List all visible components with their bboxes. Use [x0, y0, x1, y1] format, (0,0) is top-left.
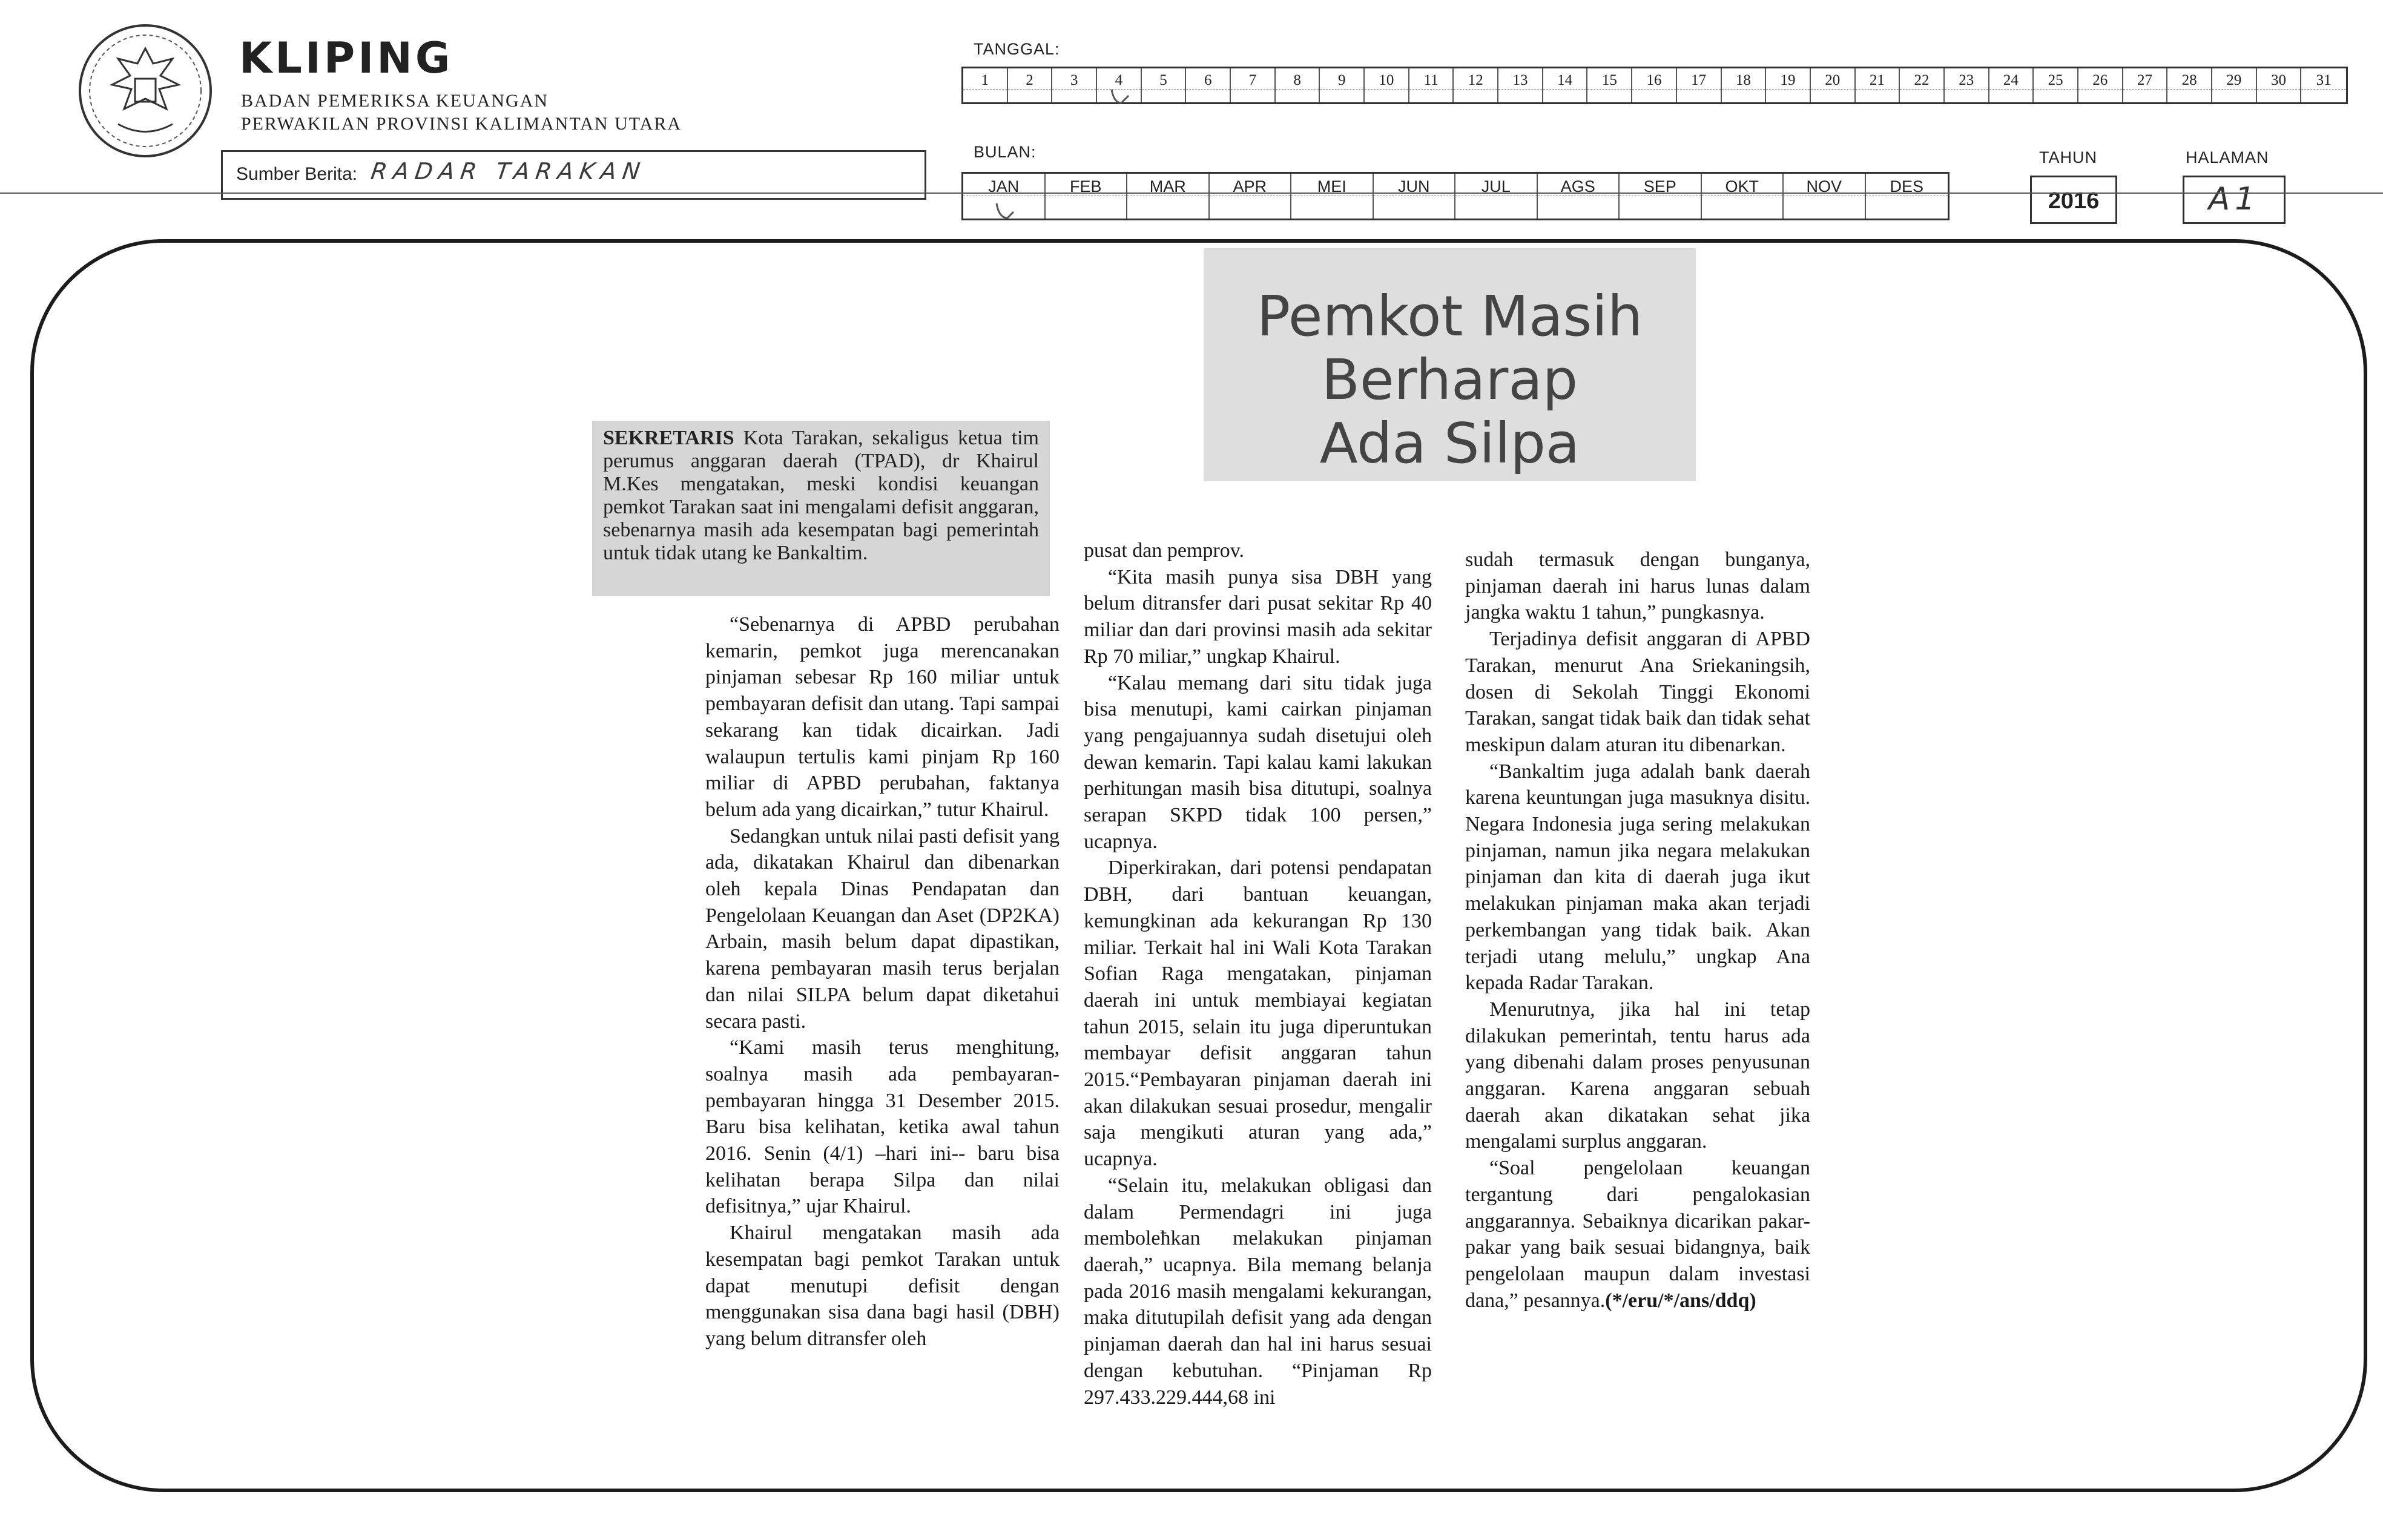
- month-cell: DES: [1866, 174, 1948, 219]
- lead-caps: SEKRETARIS: [603, 427, 734, 449]
- date-cell: 27: [2123, 68, 2168, 102]
- date-cell: 5: [1142, 68, 1187, 102]
- date-cell: 12: [1454, 68, 1498, 102]
- headline-line-1: Pemkot Masih: [1256, 284, 1643, 349]
- header-divider: [0, 192, 2383, 194]
- date-cell: 17: [1677, 68, 1722, 102]
- month-label: BULAN:: [974, 143, 1037, 161]
- date-cell: 1: [963, 68, 1008, 102]
- col2-paragraph: “Kita masih punya sisa DBH yang belum ditransfer dari pusat sekitar Rp 40 miliar dan dari provinsi masih ada sekitar Rp 70 miliar,” ungkap Khairul.: [1084, 565, 1432, 668]
- date-cell: 16: [1632, 68, 1677, 102]
- date-cell: 14: [1543, 68, 1588, 102]
- col3-paragraph: [1465, 1155, 1810, 1314]
- source-value: RADAR TARAKAN: [369, 158, 648, 185]
- col3-paragraph: Terjadinya defisit anggaran di APBD Tarakan, menurut Ana Sriekaningsih, dosen di Sekolah Tinggi Ekonomi Tarakan, sangat tidak baik dan tidak sehat meskipun dalam aturan itu dibenarkan.: [1465, 628, 1810, 756]
- month-cell: FEB: [1046, 174, 1128, 219]
- month-cell: JAN: [963, 174, 1046, 219]
- date-cell: 20: [1811, 68, 1856, 102]
- col1-paragraph: “Kami masih terus menghitung, soalnya masih ada pembayaran-pembayaran hingga 31 Desember 2015. Baru bisa kelihatan, ketika awal tahun 2016. Senin (4/1) –hari ini-- baru bisa kelihatan berapa Silpa dan nilai defisitnya,” ujar Khairul.: [705, 1036, 1060, 1218]
- date-cell: 11: [1409, 68, 1454, 102]
- org-line-1: BADAN PEMERIKSA KEUANGAN: [241, 91, 549, 111]
- month-cell: APR: [1210, 174, 1292, 219]
- source-label: Sumber Berita:: [236, 164, 358, 184]
- month-cell: JUL: [1455, 174, 1538, 219]
- date-cell: 9: [1320, 68, 1365, 102]
- date-cell: 21: [1856, 68, 1900, 102]
- author-initials: (*/eru/*/ans/ddq): [1605, 1289, 1756, 1312]
- date-cell: 3: [1052, 68, 1097, 102]
- col3-paragraph: Menurutnya, jika hal ini tetap dilakukan pemerintah, tentu harus ada yang dibenahi dalam proses penyusunan anggaran. Karena anggaran sebuah daerah akan dikatakan sehat jika mengalami surplus anggaran.: [1465, 998, 1810, 1153]
- month-cell: JUN: [1374, 174, 1456, 219]
- col2-paragraph: “Selain itu, melakukan obligasi dan dalam Permendagri ini juga memboleħkan melakukan pinjaman daerah,” ucapnya. Bila memang belanja pada 2016 masih mengalami kekurangan, maka ditutupilah defisit yang ada dengan pinjaman daerah dan hal ini harus sesuai dengan kebutuhan. “Pinjaman Rp 297.433.229.444,68 ini: [1084, 1174, 1432, 1409]
- date-cell: 15: [1587, 68, 1632, 102]
- headline-line-3: Ada Silpa: [1319, 411, 1580, 476]
- month-cell: SEP: [1620, 174, 1702, 219]
- date-cell: 6: [1186, 68, 1231, 102]
- article-column-2: [1084, 538, 1432, 1410]
- date-cell: 19: [1766, 68, 1811, 102]
- date-cell: 24: [1989, 68, 2034, 102]
- date-cell: 2: [1008, 68, 1053, 102]
- lead-text: Kota Tarakan, sekaligus ketua tim perumus anggaran daerah (TPAD), dr Khairul M.Kes mengatakan, meski kondisi keuangan pemkot Tarakan saat ini mengalami defisit anggaran, sebenarnya masih ada kesempatan bagi pemerintah untuk tidak utang ke Bankaltim.: [603, 427, 1039, 564]
- date-cell: 13: [1498, 68, 1543, 102]
- month-grid: [961, 172, 1950, 220]
- document-title: KLIPING: [239, 33, 453, 83]
- headline-line-2: Berharap: [1321, 347, 1578, 412]
- date-cell: 25: [2034, 68, 2078, 102]
- article-column-1: [705, 611, 1060, 1352]
- page-value: A1: [2183, 176, 2286, 224]
- lead-paragraph: [603, 427, 1039, 565]
- col1-paragraph: Khairul mengatakan masih ada kesempatan bagi pemkot Tarakan untuk dapat menutupi defisit dengan menggunakan sisa dana bagi hasil (DBH) yang belum ditransfer oleh: [705, 1222, 1060, 1350]
- date-cell: 29: [2212, 68, 2257, 102]
- col3-last-text: “Soal pengelolaan keuangan tergantung dari pengalokasian anggarannya. Sebaiknya dicarikan pakar-pakar yang baik sesuai bidangnya, baik pengelolaan maupun dalam investasi dana,” pesannya.: [1465, 1157, 1810, 1312]
- date-cell: 18: [1722, 68, 1767, 102]
- col1-paragraph: Sedangkan untuk nilai pasti defisit yang ada, dikatakan Khairul dan dibenarkan oleh kepala Dinas Pendapatan dan Pengelolaan Keuangan dan Aset (DP2KA) Arbain, masih belum dapat dipastikan, karena pembayaran masih terus berjalan dan nilai SILPA belum dapat diketahui secara pasti.: [705, 824, 1060, 1033]
- year-label: TAHUN: [2039, 148, 2097, 166]
- lead-box: [592, 421, 1050, 596]
- org-line-2: PERWAKILAN PROVINSI KALIMANTAN UTARA: [241, 114, 682, 134]
- article-headline: [1204, 285, 1696, 475]
- day-tick-mark-icon: [1108, 85, 1132, 109]
- col2-paragraph: Diperkirakan, dari potensi pendapatan DBH, dari bantuan keuangan, kemungkinan ada kekurangan Rp 130 miliar. Terkait hal ini Wali Kota Tarakan Sofian Raga mengatakan, pinjaman daerah ini untuk membiayai kegiatan tahun 2015, selain itu juga diperuntukan membayar defisit anggaran tahun 2015.“Pembayaran pinjaman daerah ini akan dilakukan sesuai prosedur, mengalir saja mengikuti aturan yang ada,” ucapnya.: [1084, 857, 1432, 1171]
- date-cell: 23: [1945, 68, 1989, 102]
- date-grid: [961, 67, 2348, 104]
- date-cell: 4: [1097, 68, 1142, 102]
- date-cell: 7: [1231, 68, 1276, 102]
- col3-continuation: sudah termasuk dengan bunganya, pinjaman daerah ini harus lunas dalam jangka waktu 1 tahun,” pungkasnya.: [1465, 548, 1810, 624]
- date-cell: 30: [2257, 68, 2302, 102]
- year-value: 2016: [2030, 176, 2117, 224]
- month-cell: OKT: [1702, 174, 1784, 219]
- date-cell: 22: [1900, 68, 1945, 102]
- col3-paragraph: “Bankaltim juga adalah bank daerah karena keuntungan juga masuknya disitu. Negara Indonesia juga sering melakukan pinjaman, namun jika negara melakukan pinjaman dan kita di daerah juga ikut melakukan pinjaman maka akan terjadi perkembangan yang tidak baik. Akan terjadi utang melulu,” ungkap Ana kepada Radar Tarakan.: [1465, 760, 1810, 995]
- date-cell: 28: [2167, 68, 2212, 102]
- date-label: TANGGAL:: [974, 40, 1060, 58]
- col1-paragraph: “Sebenarnya di APBD perubahan kemarin, pemkot juga merencanakan pinjaman sebesar Rp 160 miliar untuk pembayaran defisit dan utang. Tapi sampai sekarang kan tidak dicairkan. Jadi walaupun tertulis kami pinjam Rp 160 miliar di APBD perubahan, faktanya belum ada yang dicairkan,” tutur Khairul.: [705, 613, 1060, 821]
- month-cell: NOV: [1784, 174, 1866, 219]
- col2-paragraph: “Kalau memang dari situ tidak juga bisa menutupi, kami cairkan pinjaman yang pengajuannya sudah disetujui oleh dewan kemarin. Tapi kalau kami lakukan perhitungan masih bisa ditutupi, soalnya serapan SKPD tidak 100 persen,” ucapnya.: [1084, 671, 1432, 853]
- garuda-emblem-icon: [76, 21, 215, 160]
- month-tick-mark-icon: [993, 200, 1017, 224]
- headline-box: [1204, 248, 1696, 481]
- date-cell: 10: [1365, 68, 1409, 102]
- col2-continuation: pusat dan pemprov.: [1084, 539, 1245, 562]
- date-cell: 8: [1276, 68, 1320, 102]
- article-column-3: [1465, 547, 1810, 1314]
- month-cell: MEI: [1291, 174, 1374, 219]
- date-cell: 31: [2301, 68, 2346, 102]
- date-cell: 26: [2078, 68, 2123, 102]
- page-label: HALAMAN: [2186, 148, 2269, 166]
- month-cell: AGS: [1538, 174, 1620, 219]
- month-cell: MAR: [1127, 174, 1210, 219]
